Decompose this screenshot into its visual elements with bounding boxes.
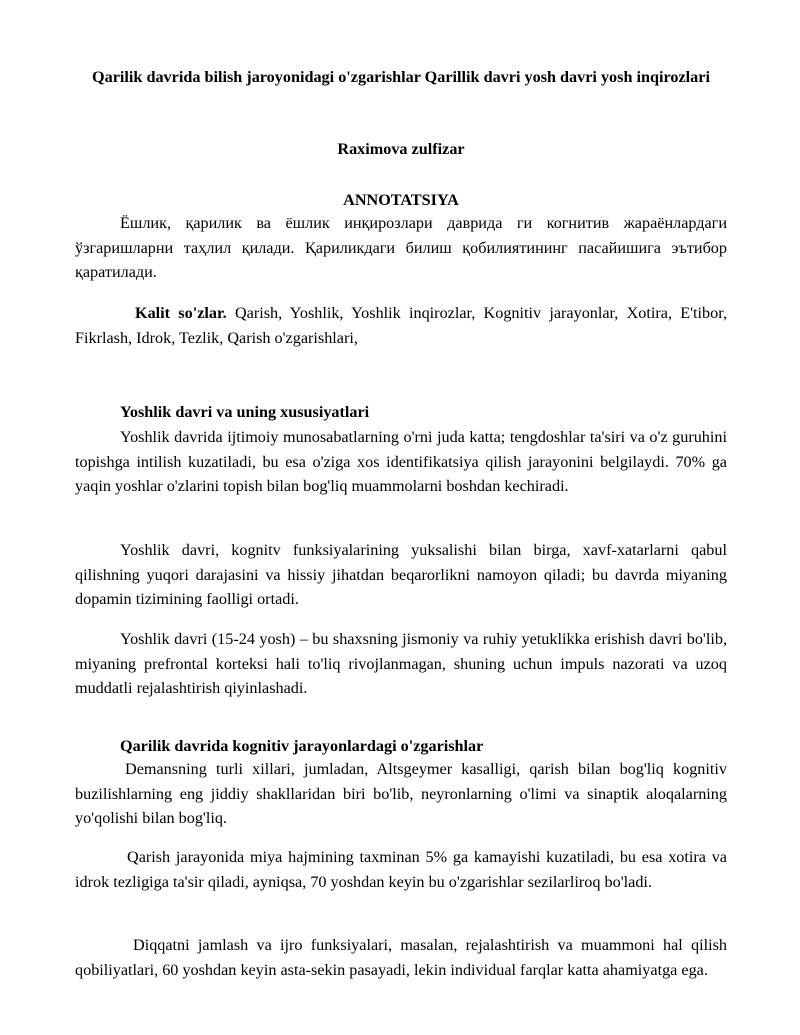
- aging-paragraph-1: Demansning turli xillari, jumladan, Altsgeymer kasalligi, qarish bilan bog'liq kognitiv buzilishlarning eng jiddiy shakllaridan biri bo'lib, neyronlarning o'limi va sinaptik aloqalarning yo'qolishi bilan bog'liq.: [75, 760, 727, 827]
- section-heading-aging: Qarilik davrida kognitiv jarayonlardagi o'zgarishlar: [120, 737, 484, 755]
- author-name: Raximova zulfizar: [337, 140, 465, 158]
- aging-paragraph-2: Qarish jarayonida miya hajmining taxminan 5% ga kamayishi kuzatiladi, bu esa xotira va idrok tezligiga ta'sir qiladi, ayniqsa, 70 yoshdan keyin bu o'zgarishlar sezilarliroq bo'ladi.: [75, 848, 727, 891]
- keywords-text: Qarish, Yoshlik, Yoshlik inqirozlar, Kognitiv jarayonlar, Xotira, E'tibor, Fikrlash, Idrok, Tezlik, Qarish o'zgarishlari,: [75, 304, 727, 347]
- youth-paragraph-3: Yoshlik davri (15-24 yosh) – bu shaxsning jismoniy va ruhiy yetuklikka erishish davri bo'lib, miyaning prefrontal korteksi hali to'liq rivojlanmagan, shuning uchun impuls nazorati va uzoq muddatli rejalashtirish qiyinlashadi.: [75, 630, 727, 697]
- aging-paragraph-3: Diqqatni jamlash va ijro funksiyalari, masalan, rejalashtirish va muammoni hal qilish qobiliyatlari, 60 yoshdan keyin asta-sekin pasayadi, lekin individual farqlar katta ahamiyatga ega.: [75, 936, 727, 979]
- annotation-heading: ANNOTATSIYA: [343, 191, 459, 209]
- section-heading-youth: Yoshlik davri va uning xususiyatlari: [120, 403, 370, 421]
- youth-paragraph-2: Yoshlik davri, kognitv funksiyalarining yuksalishi bilan birga, xavf-xatarlarni qabul qilishning yuqori darajasini va hissiy jihatdan beqarorlikni namoyon qiladi; bu davrda miyaning dopamin tizimining faolligi ortadi.: [75, 541, 727, 608]
- keywords-paragraph: [75, 301, 727, 350]
- keywords-label: Kalit so'zlar.: [135, 304, 227, 322]
- youth-paragraph-1: Yoshlik davrida ijtimoiy munosabatlarning o'rni juda katta; tengdoshlar ta'siri va o'z guruhini topishga intilish kuzatiladi, bu esa o'ziga xos identifikatsiya qilish jarayonini belgilaydi. 70% ga yaqin yoshlar o'zlarini topish bilan bog'liq muammolarni boshdan kechiradi.: [75, 428, 727, 495]
- annotation-text: Ёшлик, қарилик ва ёшлик инқирозлари даврида ги когнитив жараёнлардаги ўзгаришларни таҳлил қилади. Қариликдаги билиш қобилиятининг пасайишига эътибор қаратилади.: [75, 214, 727, 281]
- paper-title: Qarilik davrida bilish jaroyonidagi o'zgarishlar Qarillik davri yosh davri yosh inqirozlari: [92, 68, 710, 86]
